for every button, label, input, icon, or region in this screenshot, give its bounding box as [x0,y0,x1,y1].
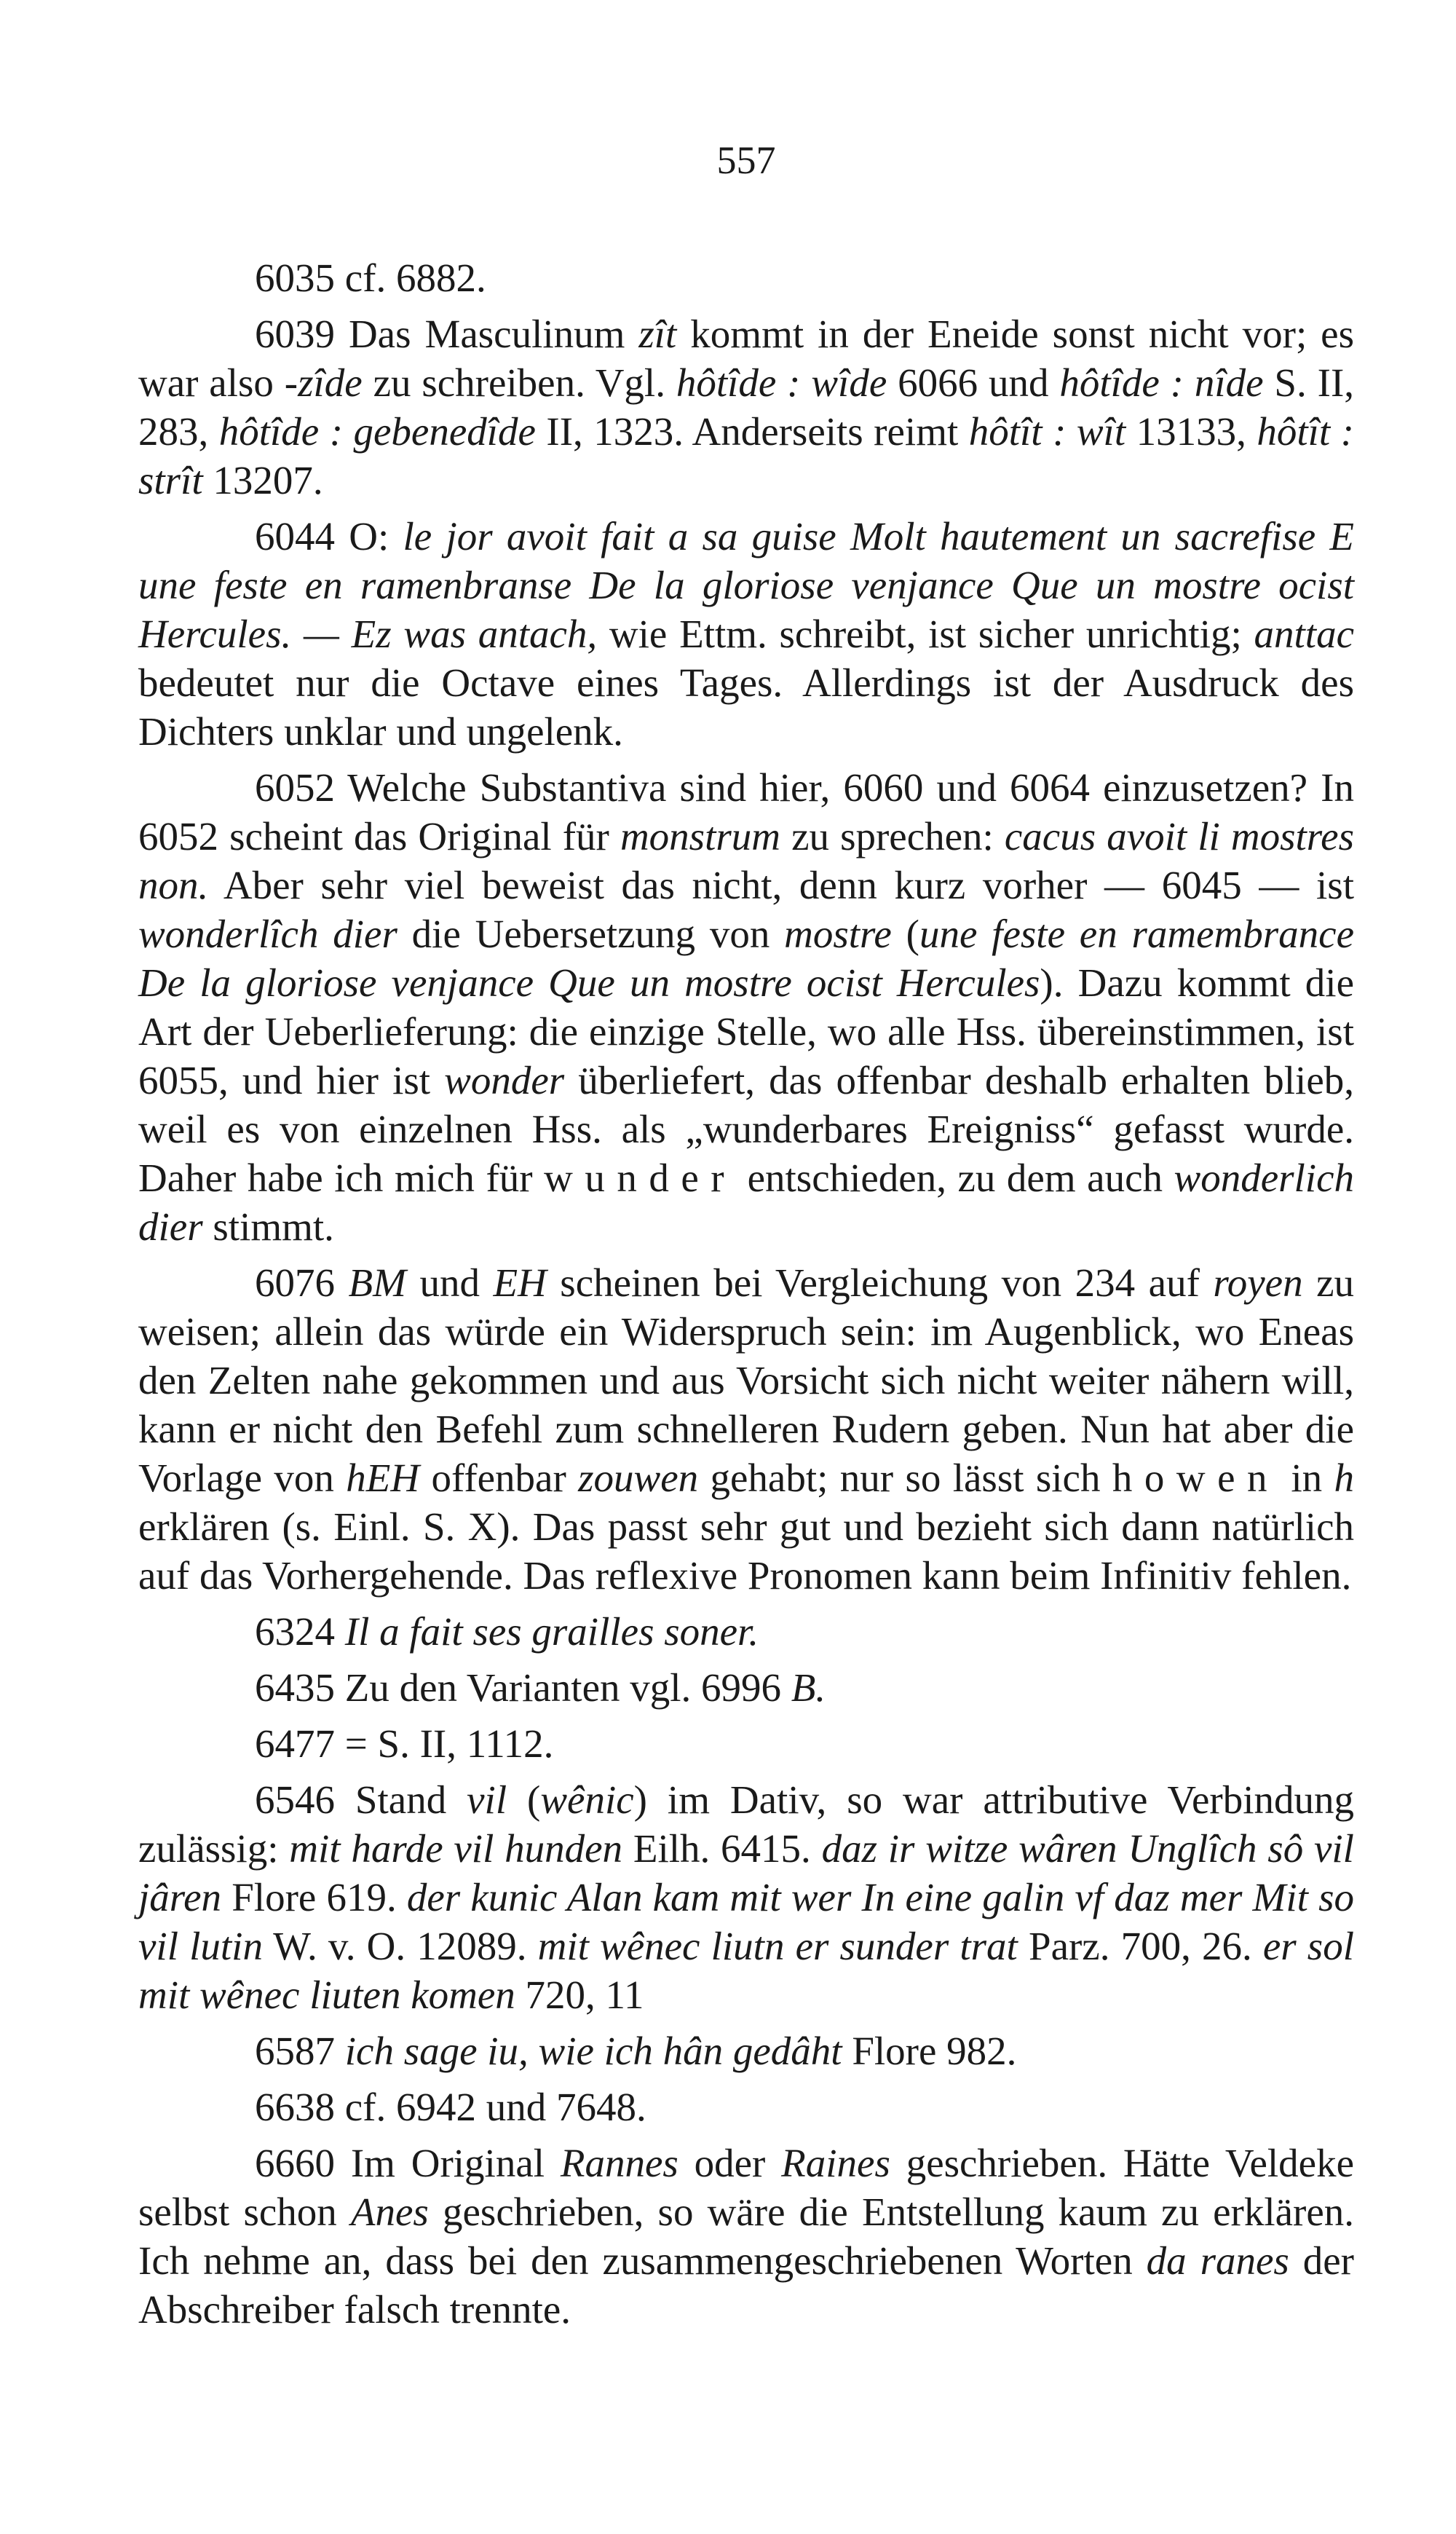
text-run: zu schreiben. Vgl. [362,360,676,405]
text-run: ( [507,1777,541,1822]
text-run: zu weisen; allein das würde ein Widerspruch sein: im Augenblick, wo Eneas den Zelten nahe gekommen und aus Vorsicht sich nicht weiter nähern will, kann er nicht den Befehl zum schnelleren Rudern geben. Nun hat aber die Vorlage von [138,1260,1355,1500]
italic-quote: Rannes [560,2141,678,2185]
text-run: 6660 Im Original [255,2141,561,2185]
text-run: Parz. 700, 26. [1017,1924,1263,1968]
text-run: 6587 [255,2029,345,2073]
commentary-entry [138,309,1354,505]
italic-quote: Il a fait ses grailles soner. [344,1609,759,1654]
text-run: offenbar [419,1456,579,1500]
text-run: scheinen bei Vergleichung von 234 auf [546,1260,1214,1305]
spaced-word: wunder [544,1156,737,1200]
text-run: der Abschreiber falsch trennte. [138,2238,1354,2332]
italic-quote: mostre [784,912,892,956]
commentary-entry [138,1607,1354,1656]
italic-quote: wonderlîch dier [138,912,397,956]
text-run: wie Ettm. schreibt, ist sicher unrichtig; [597,612,1254,656]
commentary-entry [138,2026,1354,2075]
text-run: ) im Dativ, so war attributive Verbindung zulässig: [138,1777,1355,1871]
text-run: 6052 Welche Substantiva sind hier, 6060 und 6064 einzusetzen? In 6052 scheint das Original für [138,765,1354,859]
italic-quote: er sol mit wênec liuten komen [138,1924,1354,2017]
commentary-entry: 6477 = S. II, 1112. [255,1721,554,1766]
italic-quote: hôtît : strît [138,409,1354,502]
text-run: geschrieben, so wäre die Entstellung kaum zu erklären. Ich nehme an, dass bei den zusammengeschriebenen Worten [138,2190,1354,2283]
text-run: gehabt; nur so lässt sich [698,1456,1112,1500]
italic-quote: wonder [444,1058,565,1102]
text-run: 6044 O: [255,514,403,558]
commentary-entries [138,253,1354,2334]
text-run: 13207. [202,458,323,502]
text-run: ( [891,912,919,956]
page-number: 557 [716,138,776,182]
text-run: kommt in der Eneide sonst nicht vor; es war also [138,312,1354,405]
text-run: 6435 Zu den Varianten vgl. 6996 [255,1665,791,1710]
italic-quote: anttac [1254,612,1355,656]
commentary-entry [138,1663,1354,1712]
text-run: Flore 982. [842,2029,1017,2073]
italic-quote: Raines [781,2141,890,2185]
text-run: Eilh. 6415. [622,1826,822,1871]
text-run: erklären (s. Einl. S. X). Das passt sehr gut und bezieht sich dann natürlich auf das Vorhergehende. Das reflexive Pronomen kann beim Infinitiv fehlen. [138,1504,1354,1598]
text-run: oder [678,2141,782,2185]
italic-quote: hôtîde : wîde [676,360,887,405]
text-run: W. v. O. 12089. [262,1924,538,1968]
italic-quote: daz ir witze wâren Unglîch sô vil jâren [138,1826,1354,1919]
italic-quote: zît [638,312,677,356]
italic-quote: wênic [540,1777,634,1822]
text-run: geschrieben. Hätte Veldeke selbst schon [138,2141,1354,2234]
italic-quote: vil [467,1777,507,1822]
text-run: und [405,1260,494,1305]
commentary-entry [138,1258,1354,1600]
italic-quote: wonderlich dier [138,1156,1354,1249]
text-run: 6546 Stand [255,1777,467,1822]
text-run: entschieden, zu dem auch [736,1156,1174,1200]
italic-quote: une feste en ramembrance De la gloriose venjance Que un mostre ocist Hercules [138,912,1354,1005]
spaced-word: howen [1112,1456,1279,1500]
text-run: II, 1323. Anderseits reimt [535,409,969,454]
italic-quote: zouwen [578,1456,699,1500]
text-run: Aber sehr viel beweist das nicht, denn kurz vorher — 6045 — ist [208,863,1354,907]
commentary-entry [138,2139,1354,2334]
text-run: stimmt. [202,1204,334,1249]
italic-quote: hôtît : wît [968,409,1126,454]
italic-quote: BM [348,1260,406,1305]
italic-quote: der kunic Alan kam mit wer In eine galin vf daz mer Mit so vil lutin [138,1875,1354,1968]
text-run: 720, 11 [515,1973,644,2017]
text-run: 6324 [255,1609,345,1654]
italic-quote: mit harde vil hunden [289,1826,623,1871]
italic-quote: mit wênec liutn er sunder trat [537,1924,1018,1968]
text-run: 6076 [255,1260,349,1305]
text-run: bedeutet nur die Octave eines Tages. Allerdings ist der Ausdruck des Dichters unklar und ungelenk. [138,660,1354,754]
text-run: S. II, 283, [138,360,1355,454]
text-run: die Uebersetzung von [397,912,785,956]
italic-quote: da ranes [1146,2238,1289,2283]
commentary-entry: 6035 cf. 6882. [255,256,486,300]
italic-quote: ich sage iu, wie ich hân gedâht [344,2029,842,2073]
commentary-entry: 6638 cf. 6942 und 7648. [255,2085,646,2129]
text-run: ). Dazu kommt die Art der Ueberlieferung: die einzige Stelle, wo alle Hss. übereinstimmen, ist 6055, und hier ist [138,960,1354,1102]
italic-quote: monstrum [620,814,780,859]
commentary-entry [138,763,1354,1251]
text-run: 6039 Das Masculinum [255,312,639,356]
italic-quote: EH [493,1260,547,1305]
italic-quote: hôtîde : gebenedîde [218,409,536,454]
text-run: Flore 619. [221,1875,407,1919]
italic-quote: Anes [350,2190,429,2234]
text-run: in [1278,1456,1334,1500]
italic-quote: -zîde [284,360,363,405]
italic-quote: cacus avoit li mostres non. [138,814,1354,907]
text-run: überliefert, das offenbar deshalb erhalten blieb, weil es von einzelnen Hss. als „wunderbares Ereigniss“ gefasst wurde. Daher habe ich mich für [138,1058,1354,1200]
italic-quote: B. [791,1665,826,1710]
italic-quote: hôtîde : nîde [1059,360,1264,405]
text-run: zu sprechen: [780,814,1005,859]
italic-quote: hEH [346,1456,420,1500]
italic-quote: royen [1213,1260,1303,1305]
text-run: 6066 und [887,360,1060,405]
italic-quote: le jor avoit fait a sa guise Molt hautement un sacrefise E une feste en ramenbranse De la gloriose venjance Que un mostre ocist Hercules. — Ez was antach, [138,514,1354,656]
text-run: 13133, [1125,409,1257,454]
italic-quote: h [1334,1456,1355,1500]
commentary-entry [138,512,1354,756]
commentary-entry [138,1775,1354,2019]
